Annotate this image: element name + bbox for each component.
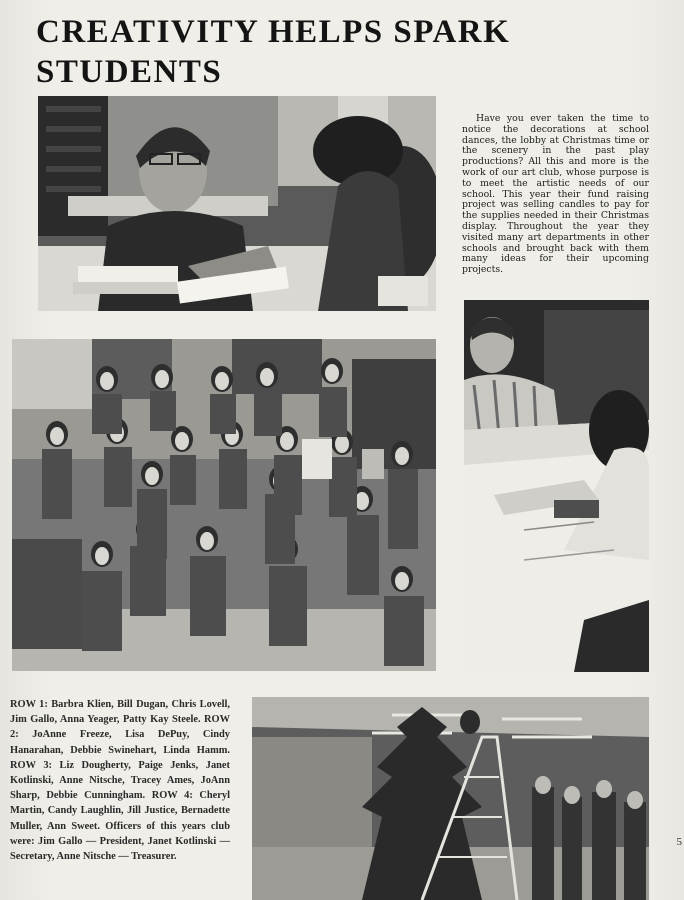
page-headline: CREATIVITY HELPS SPARK STUDENTS bbox=[36, 14, 511, 90]
art-club-group-photo bbox=[12, 339, 436, 671]
page-number: 5 bbox=[676, 836, 682, 848]
teacher-drawing-photo bbox=[464, 300, 649, 672]
article-body: Have you ever taken the time to notice the decorations at school dances, the lobby at Christmas time or the scenery in the past play productions? All this and more is the work of our art club, whose purpose is to meet the artistic needs of our school. This year their fund raising project was selling candles to pay for the supplies needed in their Christmas display. Throughout the year they visited many art departments in other schools and brought back with them many ideas for their upcoming projects. bbox=[462, 113, 649, 276]
lobby-christmas-tree-photo bbox=[252, 697, 649, 900]
art-table-photo bbox=[38, 96, 436, 311]
group-photo-caption: ROW 1: Barbra Klien, Bill Dugan, Chris Lovell, Jim Gallo, Anna Yeager, Patty Kay Steele. ROW 2: JoAnne Freeze, Lisa DePuy, Cindy Hanarahan, Debbie Swinehart, Linda Hamm. ROW 3: Liz Dougherty, Paige Jenks, Janet Kotlinski, Anne Nitsche, Tracey Ames, JoAnn Sharp, Debbie Cunningham. ROW 4: Cheryl Martin, Candy Laughlin, Jill Justice, Bernadette Muller, Ann Sweet. Officers of this years club were: Jim Gallo — President, Janet Kotlinski — Secretary, Anne Nitsche — Treasurer. bbox=[10, 699, 230, 863]
